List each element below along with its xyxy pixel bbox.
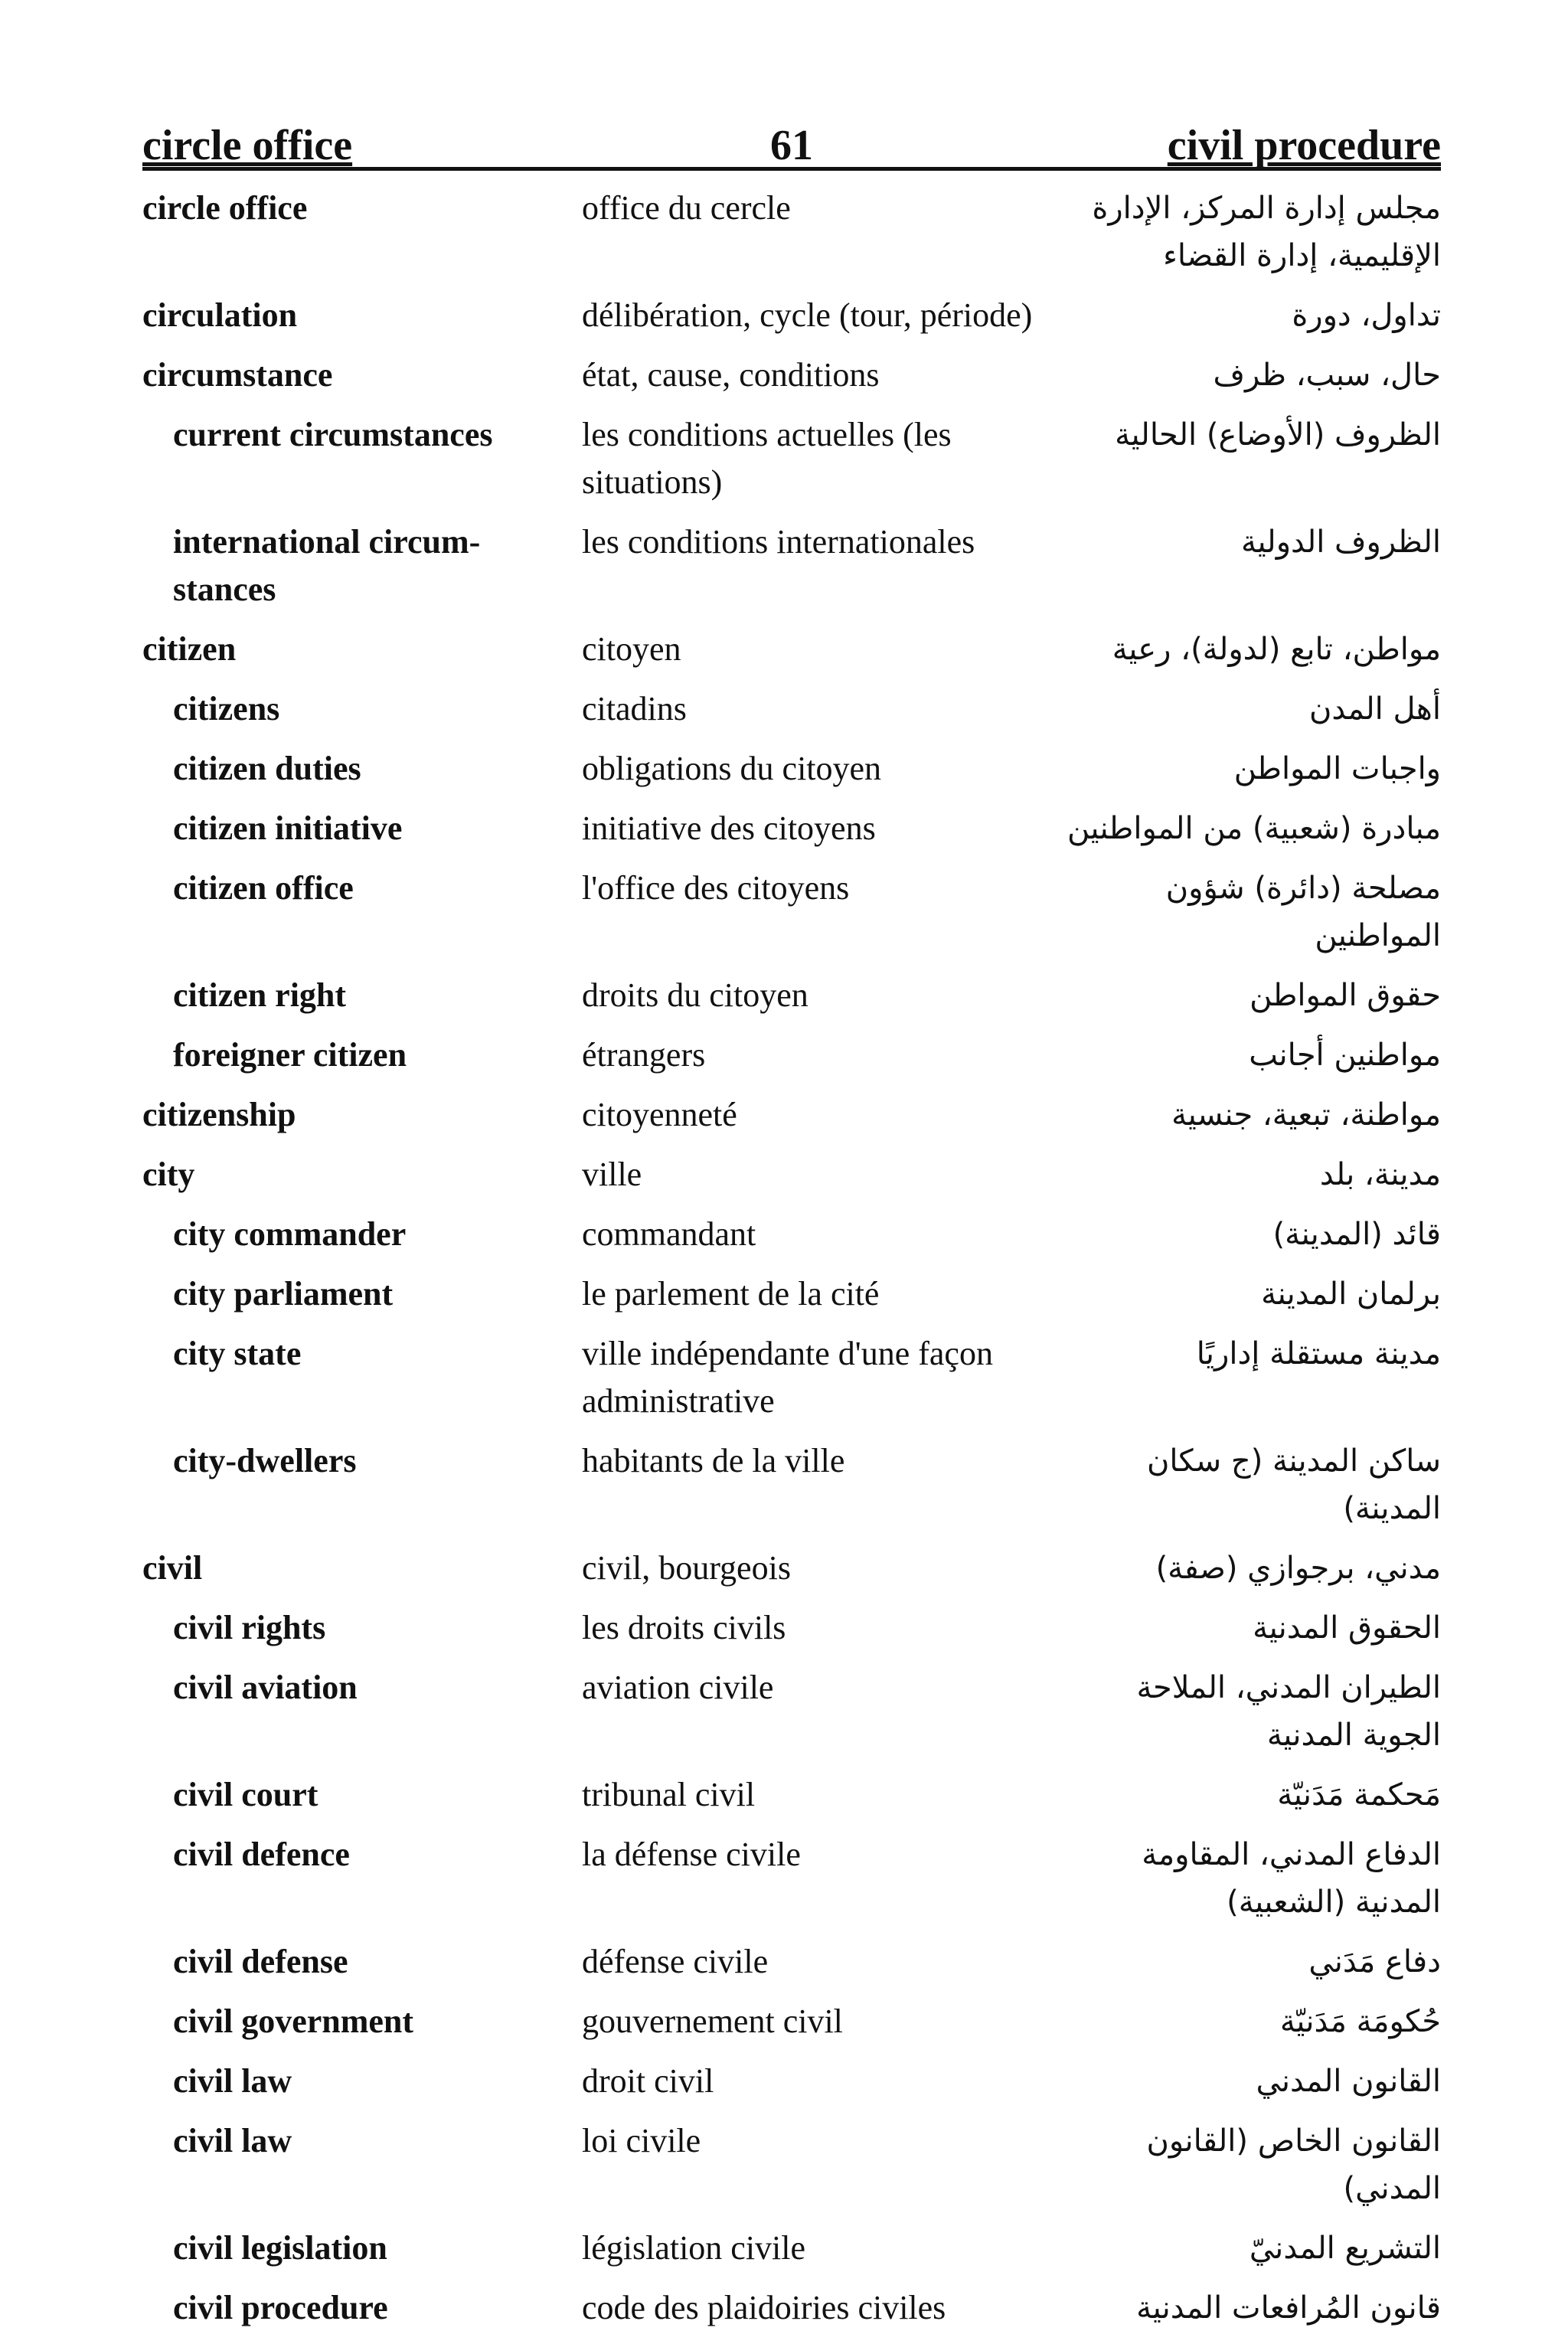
french-translation: code des plaidoiries civiles (582, 2289, 946, 2326)
dictionary-entry (142, 518, 1441, 613)
arabic-translation: الدفاع المدني، المقاومة المدنية (الشعبية) (1142, 1837, 1441, 1920)
french-translation: législation civile (582, 2229, 806, 2267)
dictionary-entry (142, 1831, 1441, 1926)
english-term: citizen (142, 630, 237, 668)
french-translation: la défense civile (582, 1836, 801, 1873)
arabic-translation: تداول، دورة (1292, 298, 1441, 333)
arabic-translation: مواطنين أجانب (1249, 1038, 1441, 1073)
dictionary-entry (142, 1151, 1441, 1198)
french-translation: habitants de la ville (582, 1442, 845, 1479)
french-translation: état, cause, conditions (582, 356, 880, 394)
french-translation: droits du citoyen (582, 976, 808, 1014)
dictionary-entry (142, 685, 1441, 733)
arabic-translation: ساكن المدينة (ج سكان المدينة) (1146, 1443, 1441, 1526)
dictionary-entry (142, 1211, 1441, 1258)
english-term: citizen right (173, 976, 347, 1014)
arabic-translation: مدينة مستقلة إداريًا (1196, 1336, 1441, 1371)
dictionary-entry (142, 865, 1441, 960)
french-translation: l'office des citoyens (582, 869, 850, 907)
arabic-translation: حُكومَة مَدَنيّة (1279, 2004, 1441, 2039)
english-term: civil defence (173, 1836, 350, 1873)
english-term: circle office (142, 189, 308, 227)
dictionary-entry (142, 1938, 1441, 1986)
dictionary-entry (142, 1031, 1441, 1079)
dictionary-entry (142, 2225, 1441, 2272)
dictionary-entry (142, 2117, 1441, 2212)
french-translation: office du cercle (582, 189, 791, 227)
arabic-translation: أهل المدن (1308, 691, 1441, 727)
french-translation: le parlement de la cité (582, 1275, 880, 1313)
english-term: citizenship (142, 1096, 296, 1133)
dictionary-entry (142, 292, 1441, 339)
dictionary-entry (142, 2058, 1441, 2105)
dictionary-entry (142, 745, 1441, 793)
arabic-translation: مواطنة، تبعية، جنسية (1171, 1097, 1441, 1133)
dictionary-entry (142, 1998, 1441, 2045)
english-term: city parliament (173, 1275, 394, 1313)
arabic-translation: مَحكمة مَدَنيّة (1277, 1777, 1441, 1813)
english-term: civil procedure (173, 2289, 388, 2326)
dictionary-entry (142, 1545, 1441, 1592)
english-term: city commander (173, 1215, 407, 1253)
english-term: civil court (173, 1776, 318, 1813)
french-translation: civil, bourgeois (582, 1549, 791, 1587)
arabic-translation: التشريع المدنيّ (1249, 2231, 1441, 2266)
dictionary-page (142, 115, 1441, 2344)
arabic-translation: حال، سبب، ظرف (1213, 358, 1441, 393)
french-translation: gouvernement civil (582, 2002, 843, 2040)
french-translation: citadins (582, 690, 687, 727)
french-translation: loi civile (582, 2122, 701, 2159)
arabic-translation: مدينة، بلد (1319, 1157, 1441, 1192)
dictionary-entry (142, 1330, 1441, 1425)
header-first-word: circle office (142, 122, 353, 169)
french-translation: étrangers (582, 1036, 706, 1074)
french-translation: les conditions actuelles (les situations) (582, 416, 952, 501)
dictionary-entry (142, 805, 1441, 852)
english-term: city state (173, 1335, 302, 1372)
dictionary-entry (142, 1270, 1441, 1318)
english-term: circumstance (142, 356, 333, 394)
header-last-word: civil procedure (1167, 122, 1441, 169)
arabic-translation: الحقوق المدنية (1253, 1610, 1441, 1646)
dictionary-entry (142, 1437, 1441, 1532)
french-translation: ville (582, 1156, 642, 1193)
french-translation: citoyenneté (582, 1096, 737, 1133)
english-term: civil defense (173, 1943, 348, 1980)
english-term: civil aviation (173, 1669, 358, 1706)
page-number: 61 (770, 122, 813, 169)
dictionary-entry (142, 185, 1441, 280)
dictionary-entry (142, 411, 1441, 506)
arabic-translation: الطيران المدني، الملاحة الجوية المدنية (1136, 1670, 1441, 1753)
arabic-translation: قائد (المدينة) (1272, 1217, 1441, 1252)
english-term: citizen initiative (173, 809, 403, 847)
french-translation: délibération, cycle (tour, période) (582, 296, 1033, 334)
french-translation: obligations du citoyen (582, 750, 882, 787)
arabic-translation: الظروف (الأوضاع) الحالية (1115, 417, 1441, 453)
english-term: city (142, 1156, 195, 1193)
arabic-translation: القانون المدني (1256, 2064, 1441, 2099)
dictionary-entry (142, 1771, 1441, 1819)
arabic-translation: دفاع مَدَني (1308, 1944, 1441, 1979)
arabic-translation: قانون المُرافعات المدنية (1136, 2290, 1441, 2326)
arabic-translation: مدني، برجوازي (صفة) (1155, 1551, 1441, 1586)
arabic-translation: مواطن، تابع (لدولة)، رعية (1112, 632, 1441, 667)
page-header (142, 115, 1441, 171)
french-translation: aviation civile (582, 1669, 774, 1706)
english-term: citizen duties (173, 750, 361, 787)
dictionary-entry (142, 1091, 1441, 1139)
english-term: civil law (173, 2062, 292, 2100)
arabic-translation: الظروف الدولية (1241, 525, 1441, 560)
french-translation: citoyen (582, 630, 681, 668)
english-term: foreigner citizen (173, 1036, 407, 1074)
english-term: civil (142, 1549, 203, 1587)
dictionary-entry (142, 2284, 1441, 2332)
french-translation: les droits civils (582, 1609, 786, 1646)
entry-list (142, 185, 1441, 2332)
dictionary-entry (142, 1604, 1441, 1652)
english-term: city-dwellers (173, 1442, 357, 1479)
english-term: citizens (173, 690, 280, 727)
english-term: current circumstances (173, 416, 493, 453)
arabic-translation: برلمان المدينة (1261, 1277, 1441, 1312)
arabic-translation: مبادرة (شعبية) من المواطنين (1067, 811, 1441, 846)
english-term: civil rights (173, 1609, 326, 1646)
arabic-translation: مجلس إدارة المركز، الإدارة الإقليمية، إدارة القضاء (1092, 191, 1441, 273)
dictionary-entry (142, 972, 1441, 1019)
english-term: civil government (173, 2002, 414, 2040)
dictionary-entry (142, 1664, 1441, 1759)
french-translation: commandant (582, 1215, 756, 1253)
french-translation: initiative des citoyens (582, 809, 876, 847)
arabic-translation: حقوق المواطن (1250, 978, 1441, 1013)
french-translation: tribunal civil (582, 1776, 756, 1813)
english-term: international circum-stances (173, 523, 481, 608)
dictionary-entry (142, 351, 1441, 399)
french-translation: défense civile (582, 1943, 769, 1980)
english-term: citizen office (173, 869, 354, 907)
french-translation: les conditions internationales (582, 523, 975, 561)
english-term: circulation (142, 296, 298, 334)
french-translation: ville indépendante d'une façon administrative (582, 1335, 993, 1420)
arabic-translation: القانون الخاص (القانون المدني) (1146, 2123, 1441, 2206)
dictionary-entry (142, 626, 1441, 673)
french-translation: droit civil (582, 2062, 714, 2100)
arabic-translation: مصلحة (دائرة) شؤون المواطنين (1165, 871, 1441, 953)
arabic-translation: واجبات المواطن (1233, 751, 1441, 786)
english-term: civil law (173, 2122, 292, 2159)
english-term: civil legislation (173, 2229, 387, 2267)
